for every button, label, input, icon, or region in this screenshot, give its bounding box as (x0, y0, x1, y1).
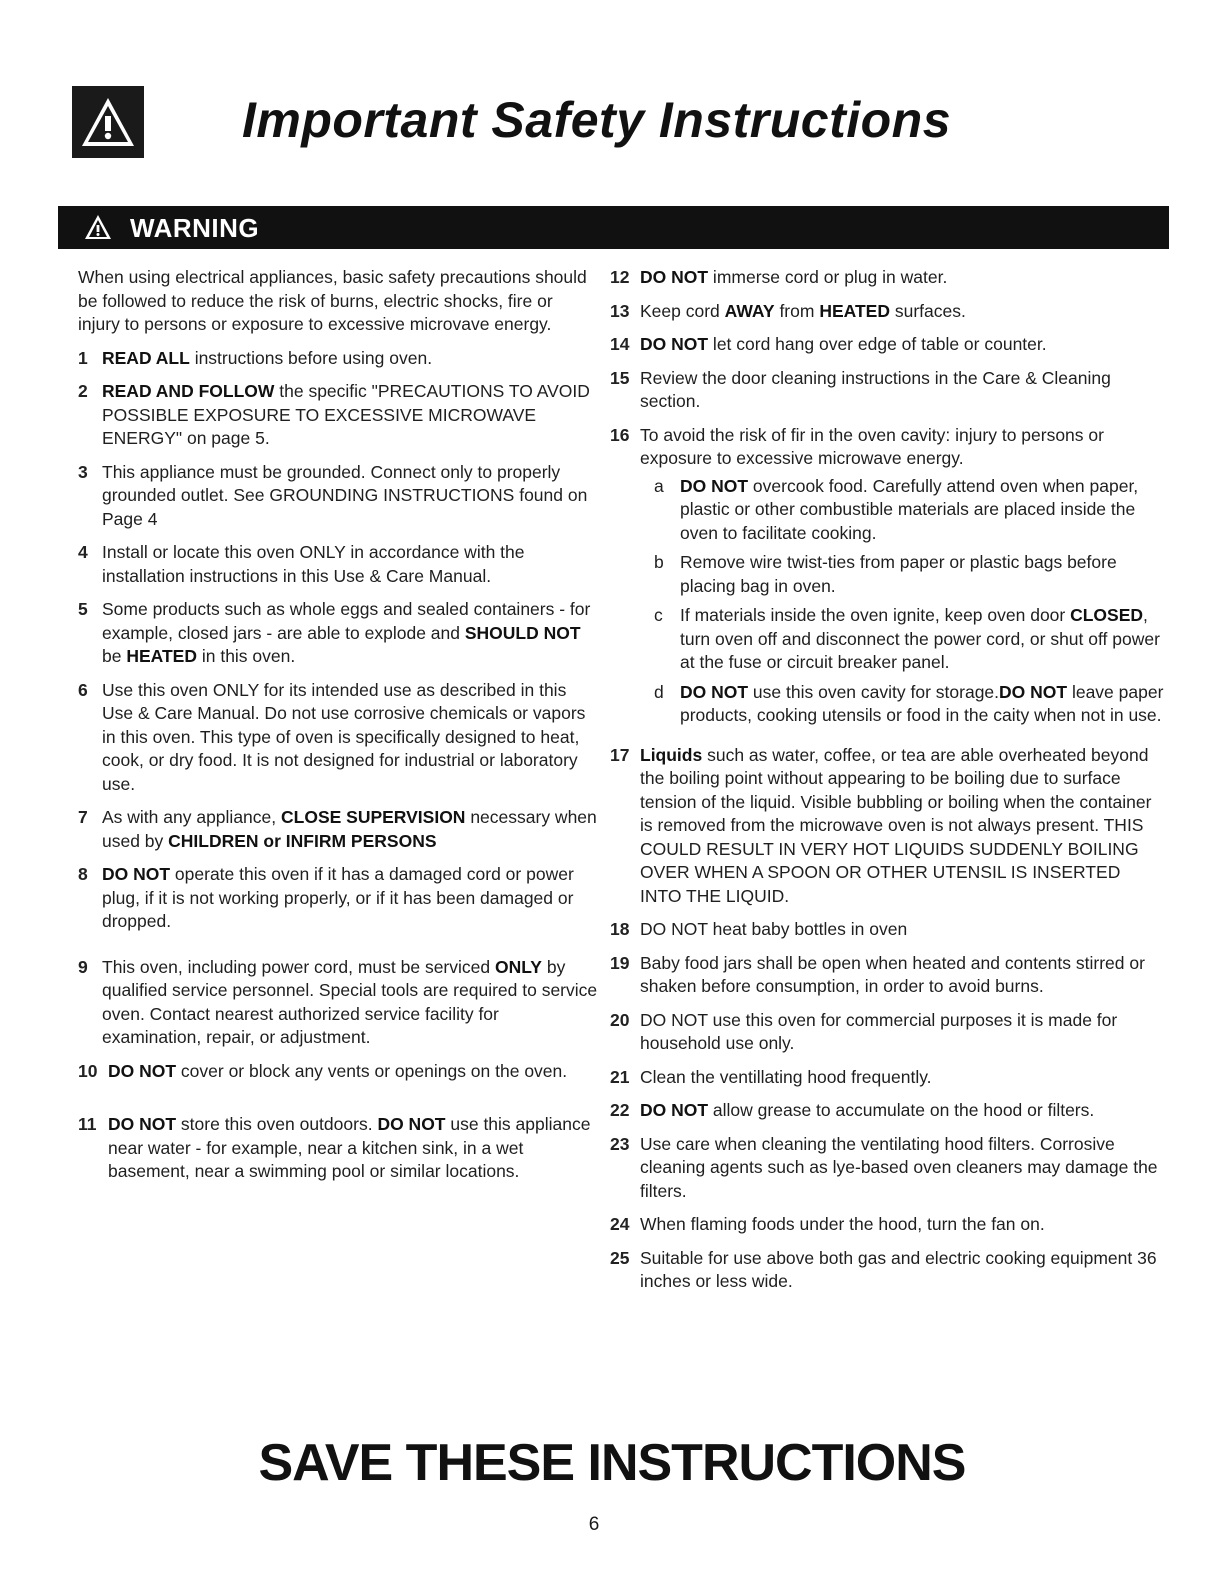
instruction-item-8: 8 DO NOT operate this oven if it has a damaged cord or power plug, if it is not working properly, or if it has been damaged or dropped. (78, 863, 598, 934)
page-title: Important Safety Instructions (242, 92, 952, 148)
instruction-item-12: 12 DO NOT immerse cord or plug in water. (610, 266, 1165, 290)
instruction-item-14: 14 DO NOT let cord hang over edge of table or counter. (610, 333, 1165, 357)
item-number: 9 (78, 956, 88, 977)
page-number: 6 (588, 1514, 600, 1535)
instruction-item-22: 22 DO NOT allow grease to accumulate on the hood or filters. (610, 1099, 1165, 1123)
sub-item-d: d DO NOT use this oven cavity for storage.DO NOT leave paper products, cooking utensils or food in the caity when not in use. (654, 681, 1164, 725)
instruction-item-7: 7 As with any appliance, CLOSE SUPERVISION necessary when used by CHILDREN or INFIRM PERSONS (78, 806, 598, 853)
page-header (72, 82, 1172, 162)
sub-item-b: b Remove wire twist-ties from paper or plastic bags before placing bag in oven. (654, 552, 1117, 596)
item-number: 20 (610, 1009, 630, 1030)
left-column (78, 266, 598, 1194)
item-number: 15 (610, 367, 630, 388)
warning-icon (84, 214, 112, 240)
item-number: 24 (610, 1214, 630, 1234)
instruction-item-18: 18 DO NOT heat baby bottles in oven (610, 918, 1165, 942)
item-number: 4 (78, 542, 88, 562)
item-number: 25 (610, 1247, 630, 1268)
intro-paragraph: When using electrical appliances, basic safety precautions should be followed to reduce the risk of burns, electric shocks, fire or injury to persons or exposure to excessive microvave energy. (78, 267, 587, 334)
item-number: 19 (610, 952, 630, 973)
item-number: 21 (610, 1066, 630, 1087)
item-number: 23 (610, 1133, 630, 1154)
item-number: 3 (78, 461, 88, 482)
instruction-item-11: 11 DO NOT store this oven outdoors. DO NOT use this appliance near water - for example, near a kitchen sink, in a wet basement, near a swimming pool or similar locations. (78, 1113, 598, 1184)
instruction-item-16: 16 To avoid the risk of fir in the oven cavity: injury to persons or exposure to excessive microwave energy. a DO NOT overcook food. Carefully attend oven when paper, plastic or other combustible materials are placed inside the oven to facilitate cooking. b Remove wire twist-ties from paper or plastic bags before placing bag in oven. c If materials inside the oven ignite, keep oven door CLOSED, turn oven off and disconnect the power cord, or shut off power at the fuse or circuit breaker panel. d DO NOT use this oven cavity for storage.DO NOT leave paper products, cooking utensils or food in the caity when not in use. (610, 424, 1165, 734)
item-number: 16 (610, 424, 630, 445)
instruction-item-21: 21 Clean the ventillating hood frequently. (610, 1066, 1165, 1090)
sub-item-a: a DO NOT overcook food. Carefully attend oven when paper, plastic or other combustible materials are placed inside the oven to facilitate cooking. (654, 475, 1139, 543)
instruction-item-15: 15 Review the door cleaning instructions in the Care & Cleaning section. (610, 367, 1165, 414)
item-number: 5 (78, 599, 88, 619)
item-number: 13 (610, 300, 630, 321)
instruction-item-3: 3 This appliance must be grounded. Connect only to properly grounded outlet. See GROUNDING INSTRUCTIONS found on Page 4 (78, 461, 598, 532)
instruction-item-6: 6 Use this oven ONLY for its intended use as described in this Use & Care Manual. Do not use corrosive chemicals or vapors in this oven. This type of oven is specifically designed to heat, cook, or dry food. It is not designed for industrial or laboratory use. (78, 679, 598, 797)
warning-label: WARNING (130, 213, 260, 243)
item-number: 10 (78, 1060, 98, 1081)
instruction-item-9: 9 This oven, including power cord, must be serviced ONLY by qualified service personnel. Special tools are required to service oven. Contact nearest authorized service facility for examination, repair, or adjustment. (78, 956, 598, 1050)
right-column (610, 266, 1165, 1304)
instruction-item-19: 19 Baby food jars shall be open when heated and contents stirred or shaken before consumption, in order to avoid burns. (610, 952, 1165, 999)
item-number: 8 (78, 864, 88, 884)
warning-triangle-icon (72, 86, 144, 158)
instruction-item-24: 24 When flaming foods under the hood, turn the fan on. (610, 1213, 1165, 1237)
item-number: 17 (610, 744, 630, 765)
instruction-item-10: 10 DO NOT cover or block any vents or openings on the oven. (78, 1060, 598, 1084)
instruction-item-4: 4 Install or locate this oven ONLY in accordance with the installation instructions in this Use & Care Manual. (78, 541, 598, 588)
instruction-item-20: 20 DO NOT use this oven for commercial purposes it is made for household use only. (610, 1009, 1165, 1056)
instruction-item-13: 13 Keep cord AWAY from HEATED surfaces. (610, 300, 1165, 324)
item-number: 12 (610, 267, 630, 287)
instruction-item-2: 2 READ AND FOLLOW the specific "PRECAUTIONS TO AVOID POSSIBLE EXPOSURE TO EXCESSIVE MICROWAVE ENERGY" on page 5. (78, 380, 598, 451)
instruction-item-1: 1 READ ALL instructions before using oven. (78, 347, 598, 371)
item-number: 1 (78, 347, 88, 368)
item-number: 2 (78, 381, 88, 401)
instruction-item-17: 17 Liquids such as water, coffee, or tea are able overheated beyond the boiling point without appearing to be boiling due to surface tension of the liquid. Visible bubbling or boiling when the container is removed from the microwave oven is not always present. THIS COULD RESULT IN VERY HOT LIQUIDS SUDDENLY BOILING OVER WHEN A SPOON OR OTHER UTENSIL IS INSERTED INTO THE LIQUID. (610, 744, 1165, 909)
instruction-item-5: 5 Some products such as whole eggs and sealed containers - for example, closed jars - are able to explode and SHOULD NOT be HEATED in this oven. (78, 598, 598, 669)
sub-item-c: c If materials inside the oven ignite, keep oven door CLOSED, turn oven off and disconnect the power cord, or shut off power at the fuse or circuit breaker panel. (654, 605, 1160, 672)
save-instructions-heading: SAVE THESE INSTRUCTIONS (258, 1434, 966, 1492)
instruction-item-25: 25 Suitable for use above both gas and electric cooking equipment 36 inches or less wide. (610, 1247, 1165, 1294)
item-number: 14 (610, 334, 630, 354)
item-number: 11 (78, 1114, 97, 1134)
instruction-item-23: 23 Use care when cleaning the ventilating hood filters. Corrosive cleaning agents such as lye-based oven cleaners may damage the filters. (610, 1133, 1165, 1204)
item-number: 6 (78, 679, 88, 700)
item-number: 22 (610, 1100, 630, 1120)
warning-banner (58, 206, 1169, 249)
item-number: 7 (78, 807, 88, 827)
item-number: 18 (610, 919, 630, 939)
